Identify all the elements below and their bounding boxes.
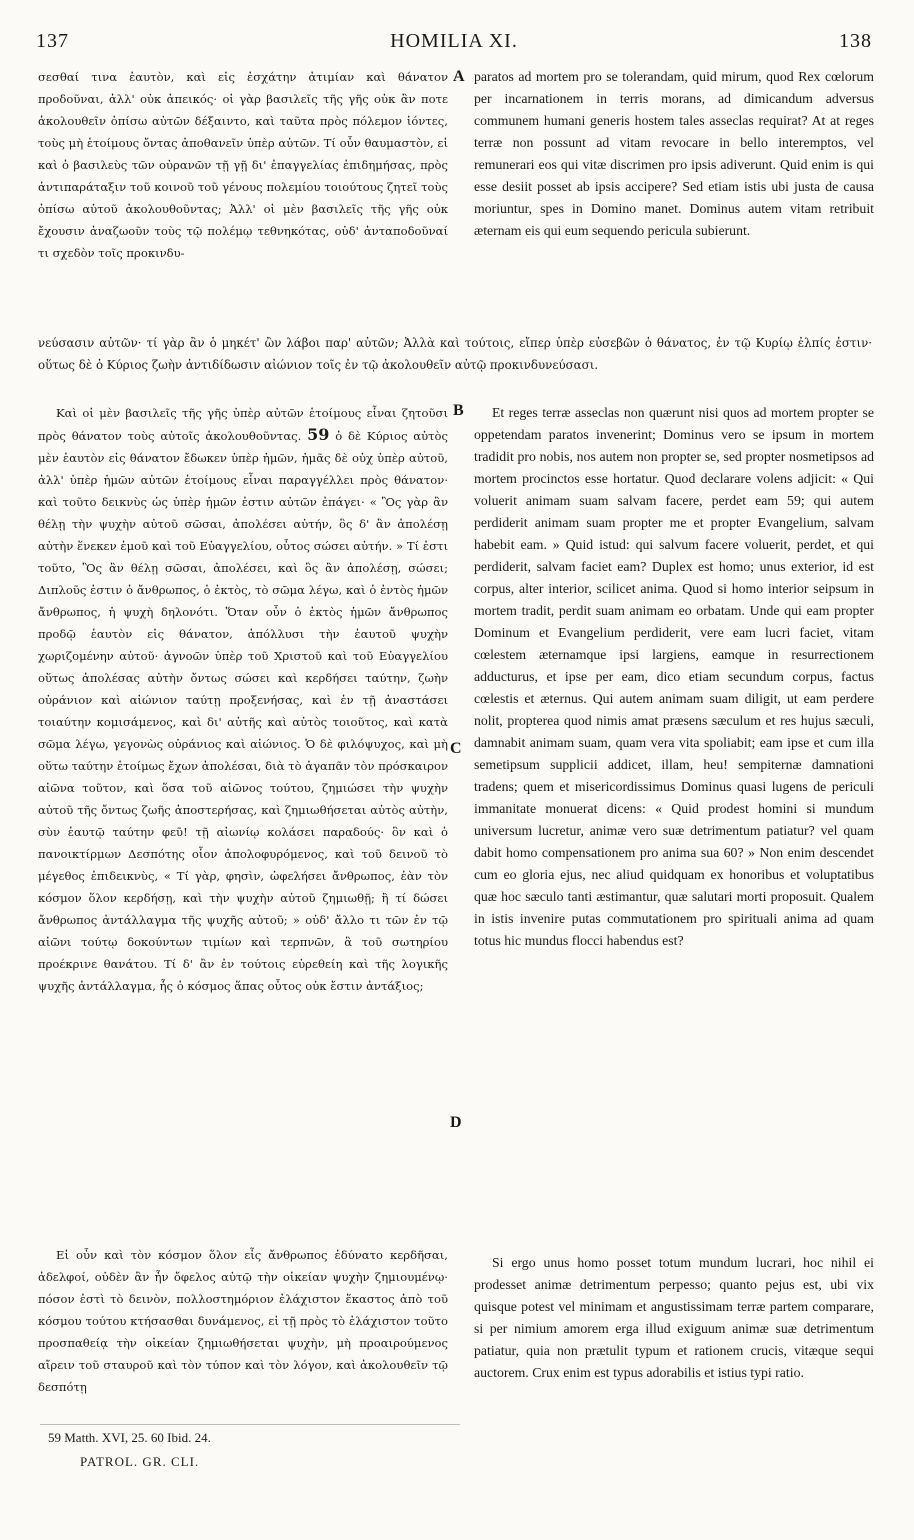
greek-bridge-text: νεύσασιν αὐτῶν· τί γὰρ ἂν ὁ μηκέτ' ὢν λάβοι παρ' αὐτῶν; Ἀλλὰ καὶ τούτοις, εἴπερ ὑπὲρ εὐσεβῶν ὁ θάνατος, ἐν τῷ Κυρίῳ ἐλπίς ἐστιν· οὕτως δὲ ὁ Κύριος ζωὴν ἀντιδίδωσιν αἰώνιον τοῖς ἐν τῷ ἀκολουθεῖν αὐτῷ προκινδυνεύσασι. [38,336,872,372]
greek-paragraph-3: Εἰ οὖν καὶ τὸν κόσμον ὅλον εἷς ἄνθρωπος ἐδύνατο κερδῆσαι, ἀδελφοί, οὐδὲν ἂν ἦν ὄφελος αὐτῷ τὴν οἰκείαν ψυχὴν ζημιουμένῳ· πόσον ἐστὶ τὸ δεινὸν, πολλοστημόριον ἐλάχιστον ἕκαστος ἀπὸ τοῦ κόσμου τούτου κτήσασθαι δυνάμενος, εἰ τῇ πρὸς τὸ ἐλάχιστον τοῦτο προσπαθείᾳ τὴν οἰκείαν ζημιωθήσεται ψυχὴν, μὴ προαιρούμενος αἴρειν τοῦ σταυροῦ καὶ τὸν τύπον καὶ τὸν λόγον, καὶ ἀκολουθεῖν τῷ δεσπότῃ [38,1248,448,1394]
greek-paragraph-2-post: ὁ δὲ Κύριος αὐτὸς μὲν ἑαυτὸν εἰς θάνατον ἔδωκεν ὑπὲρ ἡμῶν, ἡμᾶς δὲ οὐχ ὑπὲρ αὐτοῦ, ἀλλ' ὑπὲρ ἡμῶν αὐτῶν ἑτοίμους εἶναι παραγγέλλει πρὸς θάνατον· καὶ τοῦτο δεικνὺς ὡς ὑπὲρ ἡμῶν ἐστιν αὐτῶν ἐπάγει· « Ὃς γὰρ ἂν θέλῃ τὴν ψυχὴν αὐτοῦ σῶσαι, ἀπολέσει αὐτήν, ὃς δ' ἂν ἀπολέσῃ αὐτὴν ἕνεκεν ἐμοῦ καὶ τοῦ Εὐαγγελίου, οὗτος σώσει αὐτήν. » Τί ἐστι τοῦτο, Ὃς ἂν θέλῃ σῶσαι, ἀπολέσει, καὶ ὃς ἂν ἀπολέσῃ, σώσει; Διπλοῦς ἐστιν ὁ ἄνθρωπος, ὁ ἐκτὸς, τὸ σῶμα λέγω, καὶ ὁ ἐντὸς ἡμῶν ἄνθρωπος, ἡ ψυχὴ δηλονότι. Ὅταν οὖν ὁ ἐκτὸς ἡμῶν ἄνθρωπος προδῷ ἑαυτὸν εἰς θάνατον, ἀπόλλυσι τὴν ἑαυτοῦ ψυχὴν χωριζομένην αὐτοῦ· ἀγνοῶν ὑπὲρ τοῦ Χριστοῦ καὶ τοῦ Εὐαγγελίου οὕτως ἀπολέσας αὐτὴν ὄντως σώσει καὶ κερδήσει ταύτην, ζωὴν οὐράνιον καὶ αἰώνιον ταύτῃ προξενήσας, καὶ ἐν τῇ ἀναστάσει τοιαύτην κομισάμενος, καὶ δι' αὐτῆς καὶ αὐτὸς τοιοῦτος, καὶ κατὰ σῶμα λέγω, γεγονὼς οὐράνιος καὶ αἰώνιος. Ὁ δὲ φιλόψυχος, καὶ μὴ οὕτω ταύτην ἑτοίμως ἔχων ἀπολέσαι, διὰ τὸ ἀγαπᾶν τὸν πρόσκαιρον αἰῶνα τοῦτον, καὶ ὅσα τοῦ αἰῶνος τούτου, ζημιώσει τὴν ψυχὴν αὐτοῦ τῆς ὄντως ζωῆς ἀποστερήσας, καὶ ζημιωθήσεται αὐτὸς αὐτὴν, σὺν ἑαυτῷ ταύτην φεῦ! τῇ αἰωνίῳ κολάσει παραδούς· ὃν καὶ ὁ πανοικτίρμων Δεσπότης οἷον ἀπολοφυρόμενος, καὶ τοῦ δεινοῦ τὸ μέγεθος ἐπιδεικνὺς, « Τί γὰρ, φησὶν, ὠφελήσει ἄνθρωπος, ἐὰν τὸν κόσμον ὅλον κερδήσῃ, καὶ τὴν ψυχὴν αὐτοῦ ζημιωθῇ; ἢ τί δώσει ἄνθρωπος ἀντάλλαγμα τῆς ψυχῆς αὐτοῦ; » οὐδ' ἄλλο τι τῶν ἐν τῷ αἰῶνι τούτῳ δοκούντων τιμίων καὶ τερπνῶν, ἃ τοῦ σωτηρίου προέκρινε θανάτου. Τί δ' ἂν ἐν τούτοις εὑρεθείη καὶ τῆς λογικῆς ψυχῆς ἀντάλλαγμα, ἧς ὁ κόσμος ἅπας οὗτος οὐκ ἔστιν ἀντάξιος; [38,429,448,993]
latin-column-bottom [474,1252,874,1428]
column-number-59: 59 [307,425,330,444]
footnote-rule [40,1424,460,1425]
greek-bridge-line [38,332,872,398]
footnote-patrology: PATROL. GR. CLI. [80,1454,200,1469]
margin-mark-d: D [450,1114,462,1131]
latin-column-top [474,66,874,330]
footnote-citation: 59 Matth. XVI, 25. 60 Ibid. 24. [48,1430,211,1445]
page-number-left: 137 [36,30,69,52]
page-number-right: 138 [839,30,872,52]
margin-mark-c: C [450,740,462,757]
greek-column-main [38,402,448,1240]
margin-mark-b: B [453,402,464,419]
running-header [36,30,872,60]
latin-paragraph-1: paratos ad mortem pro se tolerandam, quid mirum, quod Rex cœlorum per incarnationem in terris morans, ad dimicandum adversus communem humani generis hostem tales asseclas requirat? At at reges terræ non possunt ad vitam revocare in bello interemptos, vel remunerari eos qui vitæ discrimen pro ipsis adiverunt. Quid enim is qui esse desiit posset ab ipsis accipere? Sed etiam istis ubi justa de causa moriuntur, spes in Domino manet. Dominus autem vitam retribuit æternam eis qui eum sequendo pericula subierunt. [474,69,874,238]
greek-paragraph-2 [38,402,448,997]
greek-paragraph-2-pre: Καὶ οἱ μὲν βασιλεῖς τῆς γῆς ὑπὲρ αὐτῶν ἑτοίμους εἶναι ζητοῦσι πρὸς θάνατον τοὺς αὐτοῖς ἀκολουθοῦντας. [38,406,448,443]
greek-column-bottom [38,1244,448,1420]
running-title: HOMILIA XI. [390,30,518,52]
greek-column-top [38,66,448,330]
latin-column-main [474,402,874,1220]
margin-mark-a: A [453,68,465,85]
latin-paragraph-3: Si ergo unus homo posset totum mundum lucrari, hoc nihil ei prodesset animæ detrimentum perpesso; quanto pejus est, ubi vix quisque potest vel minimam et angustissimam terræ partem comparare, si per nimium amorem erga illud exiguum animæ suæ detrimentum patiatur, quia non prætulit typum et rationem crucis, vitæque sequi auctorem. Crux enim est typus adorabilis et istius typi ratio. [474,1255,874,1380]
greek-paragraph-1: σεσθαί τινα ἑαυτὸν, καὶ εἰς ἐσχάτην ἀτιμίαν καὶ θάνατον προδοῦναι, ἀλλ' οὐκ ἀπεικός· οἱ γὰρ βασιλεῖς τῆς γῆς οὐκ ἂν ποτε ἀκολουθεῖν ὀπίσω αὐτῶν δέξαιντο, καὶ ταῦτα πρὸς πόλεμον ἰόντες, τοὺς μὴ ἑτοίμους ὄντας ἀποθανεῖν ὑπὲρ αὐτῶν. Τί οὖν θαυμαστὸν, εἰ καὶ ὁ βασιλεὺς τῶν οὐρανῶν τῇ γῇ δι' ἐπαγγελίας ἐπιδημήσας, πρὸς ἀντιπαράταξιν τοῦ κοινοῦ τοῦ γένους πολεμίου τοιούτους ζητεῖ τοὺς ὀπίσω αὐτοῦ ἀκολουθοῦντας; Ἀλλ' οἱ μὲν βασιλεῖς τῆς γῆς οὐκ ἔχουσιν ἀναζωοῦν τοὺς τῷ πολέμῳ τεθνηκότας, οὐδ' ἀνταποδοῦναί τι σχεδὸν τοῖς προκινδυ- [38,70,448,260]
latin-paragraph-2: Et reges terræ asseclas non quærunt nisi quos ad mortem propter se oppetendam paratos invenerint; Dominus vero se ipsum in mortem tradidit pro nobis, nos autem non propter se, sed propter nosmetipsos ad mortem procinctos esse hortatur. Quod declarare volens adjicit: « Qui voluerit animam suam salvam facere, perdet eam 59; qui autem perdiderit animam suam propter me et propter Evangelium, salvam habebit eam. » Quid istud: qui salvum facere voluerit, perdet, et qui perdiderit, salvam faciet eam? Duplex est homo; unus exterior, id est corpus, alter interior, scilicet anima. Quod si homo interior seipsum in mortem tradit, perdit suam animam eo orbatam. Unde qui eam propter Dominum et Evangelium perdiderit, vere eam lucri faciet, vitam cœlestem æternamque ipsi largiens, eamque in resurrectionem adducturus, et ipse per eam, dico etiam secundum corpus, factus cœlestis et æternus. Qui autem animam suam diligit, ut eam perdere nolit, propterea quod nimis amat præsens sæculum et res hujus sæculi, damnabit animam suam, quam vera vita spoliabit; eam ipse et cum illa semetipsum supplicii addicet, illam, heu! sempiternæ damnationi tradens; quem et misericordissimus Dominus quasi lugens de periculi immanitate monuerat dicens: « Quid prodest homini si mundum universum lucretur, animæ vero suæ detrimentum patiatur? vel quam dabit homo compensationem pro anima sua 60? » Non enim descendet cum eo gloria ejus, nec aliud quidquam ex honoribus et voluptatibus quæ hoc sæculo tanti æstimantur, quæ salutari morti proposuit. Qualem in istis invenire putas commutationem pro spirituali anima ad quam totus hic mundus flocci habendus est? [474,405,874,948]
